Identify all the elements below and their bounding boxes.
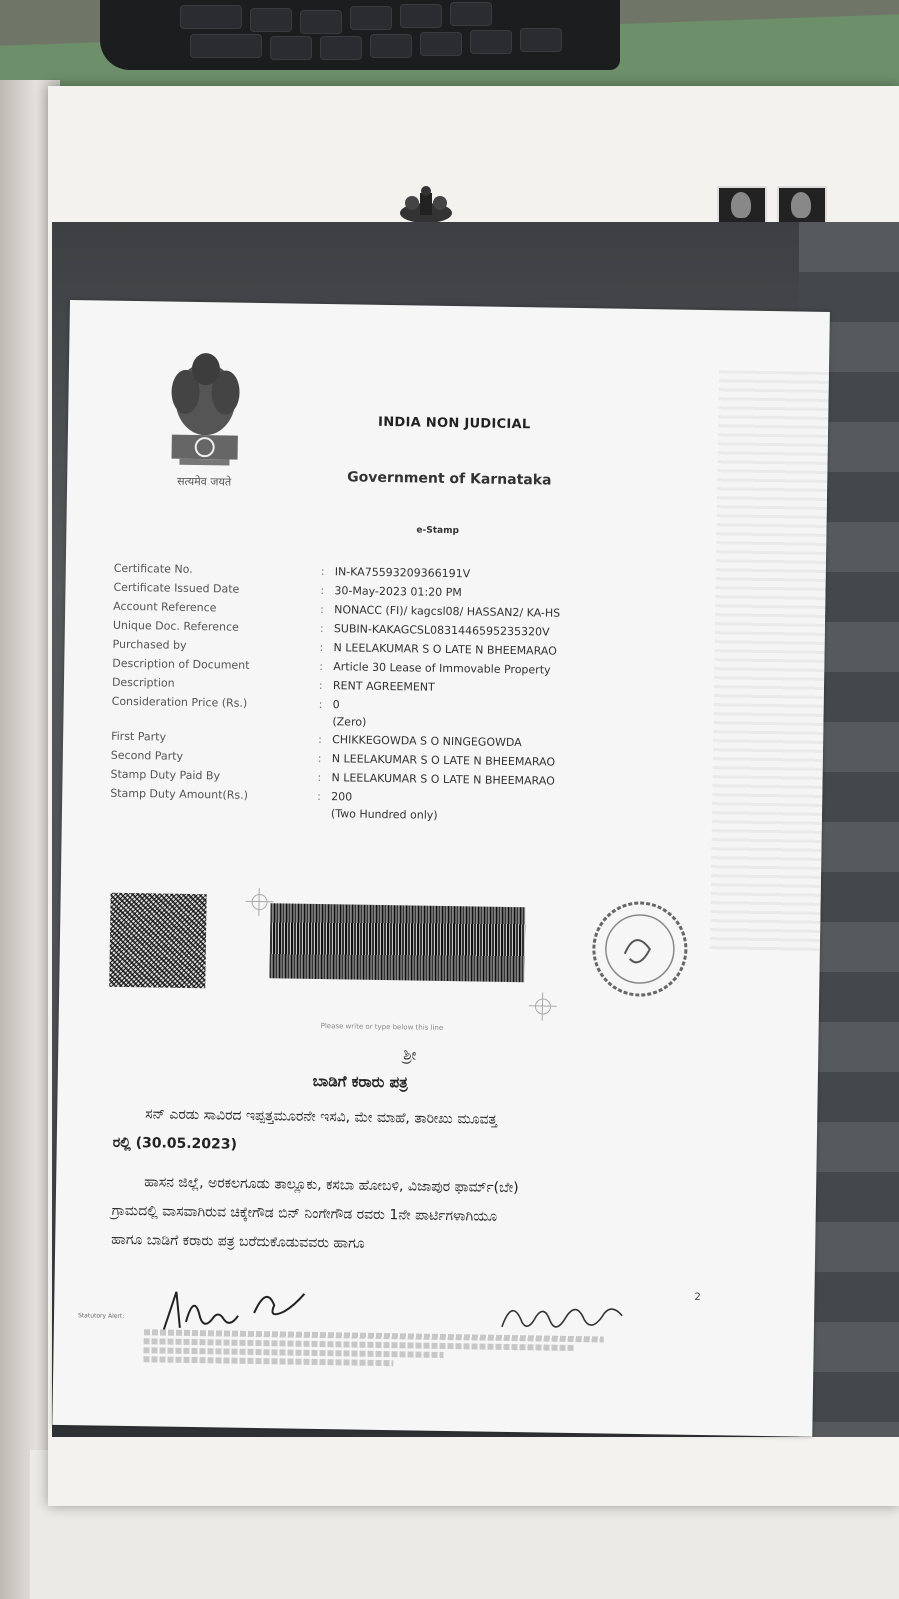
- purchased-by: N LEELAKUMAR S O LATE N BHEEMARAO: [333, 641, 557, 658]
- field-label: Purchased by: [112, 637, 187, 652]
- field-label: Description of Document: [112, 656, 250, 672]
- field-label: Account Reference: [113, 599, 217, 615]
- stamp-duty-paid-by: N LEELAKUMAR S O LATE N BHEEMARAO: [331, 771, 555, 788]
- field-values: : IN-KA75593209366191V : 30-May-2023 01:20 PM : NONACC (FI)/ kagcsl08/ HASSAN2/ KA-HS : SUBIN-KAKAGCSL0831446595235320V : N LEELAKUMAR S O LATE N BHEEMARAO : Article 30 Lease of Immovable Property : RENT AGREEMENT : 0 (Zero) : CHIKKEGOWDA S O NINGEGOWDA : N LEELAKUMAR S O LATE N BHEEMARAO : N LEELAKUMAR S O LATE N BHEEMARAO : 200 (Two Hundred only): [317, 562, 561, 826]
- registration-mark-icon: [529, 992, 557, 1020]
- document-description: Article 30 Lease of Immovable Property: [333, 660, 551, 677]
- agreement-line-3: ಹಾಸನ ಜಿಲ್ಲೆ, ಅರಕಲಗೂಡು ತಾಲ್ಲೂಕು, ಕಸಬಾ ಹೋಬಳಿ, ವಿಜಾಪುರ ಫಾರ್ಮ್(ಬೇ): [144, 1174, 519, 1197]
- agreement-title: ಬಾಡಿಗೆ ಕರಾರು ಪತ್ರ: [312, 1071, 408, 1092]
- unique-doc-reference: SUBIN-KAKAGCSL0831446595235320V: [333, 622, 550, 639]
- agreement-line-1: ಸನ್ ಎರಡು ಸಾವಿರದ ಇಪ್ಪತ್ತಮೂರನೇ ಇಸವಿ, ಮೇ ಮಾಹೆ, ತಾರೀಖು ಮೂವತ್ತ: [145, 1106, 498, 1128]
- field-label: Certificate Issued Date: [113, 580, 240, 596]
- statutory-alert-label: Statutory Alert:: [77, 1312, 125, 1320]
- consideration-price-words: (Zero): [332, 715, 367, 729]
- certificate-no: IN-KA75593209366191V: [334, 565, 471, 581]
- first-party: CHIKKEGOWDA S O NINGEGOWDA: [332, 733, 522, 750]
- agreement-line-2: ರಲ್ಲಿ (30.05.2023): [112, 1134, 238, 1153]
- field-label: First Party: [111, 729, 167, 744]
- emblem-caption: सत्यमेव जयते: [177, 474, 232, 489]
- field-label: Description: [111, 675, 175, 690]
- consideration-price: 0: [332, 698, 340, 712]
- qr-code: [109, 893, 206, 988]
- second-party: N LEELAKUMAR S O LATE N BHEEMARAO: [331, 752, 556, 769]
- issued-date: 30-May-2023 01:20 PM: [334, 584, 462, 600]
- header-india-non-judicial: INDIA NON JUDICIAL: [377, 414, 531, 433]
- keyboard: [100, 0, 620, 70]
- karnataka-emblem-icon: [398, 185, 454, 227]
- header-government: Government of Karnataka: [347, 469, 552, 489]
- agreement-line-4: ಗ್ರಾಮದಲ್ಲಿ ವಾಸವಾಗಿರುವ ಚಿಕ್ಕೇಗೌಡ ಬಿನ್ ನಿಂಗೇಗೌಡ ರವರು 1ನೇ ಪಾರ್ಟಿಗಳಾಗಿಯೂ: [111, 1202, 498, 1225]
- account-reference: NONACC (FI)/ kagcsl08/ HASSAN2/ KA-HS: [334, 603, 561, 620]
- party-photo-1: [717, 186, 767, 226]
- field-label: Unique Doc. Reference: [112, 618, 239, 634]
- e-stamp-paper: [52, 300, 830, 1437]
- field-label: Stamp Duty Paid By: [110, 767, 221, 783]
- field-labels: [110, 559, 251, 805]
- official-seal-icon: [589, 898, 691, 1000]
- party-photo-2: [777, 186, 827, 226]
- write-below-hint: Please write or type below this line: [320, 1022, 444, 1032]
- header-e-stamp: e-Stamp: [416, 525, 460, 537]
- shri-mark: ಶ್ರೀ: [403, 1045, 417, 1064]
- stamp-duty-amount-words: (Two Hundred only): [330, 807, 438, 822]
- field-label: Stamp Duty Amount(Rs.): [110, 786, 249, 802]
- field-label: Consideration Price (Rs.): [111, 694, 248, 710]
- agreement-line-5: ಹಾಗೂ ಬಾಡಿಗೆ ಕರಾರು ಪತ್ರ ಬರೆದುಕೊಡುವವರು ಹಾಗೂ: [111, 1231, 365, 1252]
- barcode: [269, 903, 525, 982]
- ashoka-emblem-icon: [159, 346, 251, 472]
- stamp-duty-amount: 200: [331, 790, 353, 804]
- field-label: Certificate No.: [113, 561, 193, 576]
- description: RENT AGREEMENT: [332, 679, 435, 694]
- signature-second-party: [494, 1292, 655, 1340]
- page-number: 2: [694, 1291, 701, 1304]
- field-label: Second Party: [110, 748, 184, 763]
- statutory-alert-text: [143, 1329, 614, 1372]
